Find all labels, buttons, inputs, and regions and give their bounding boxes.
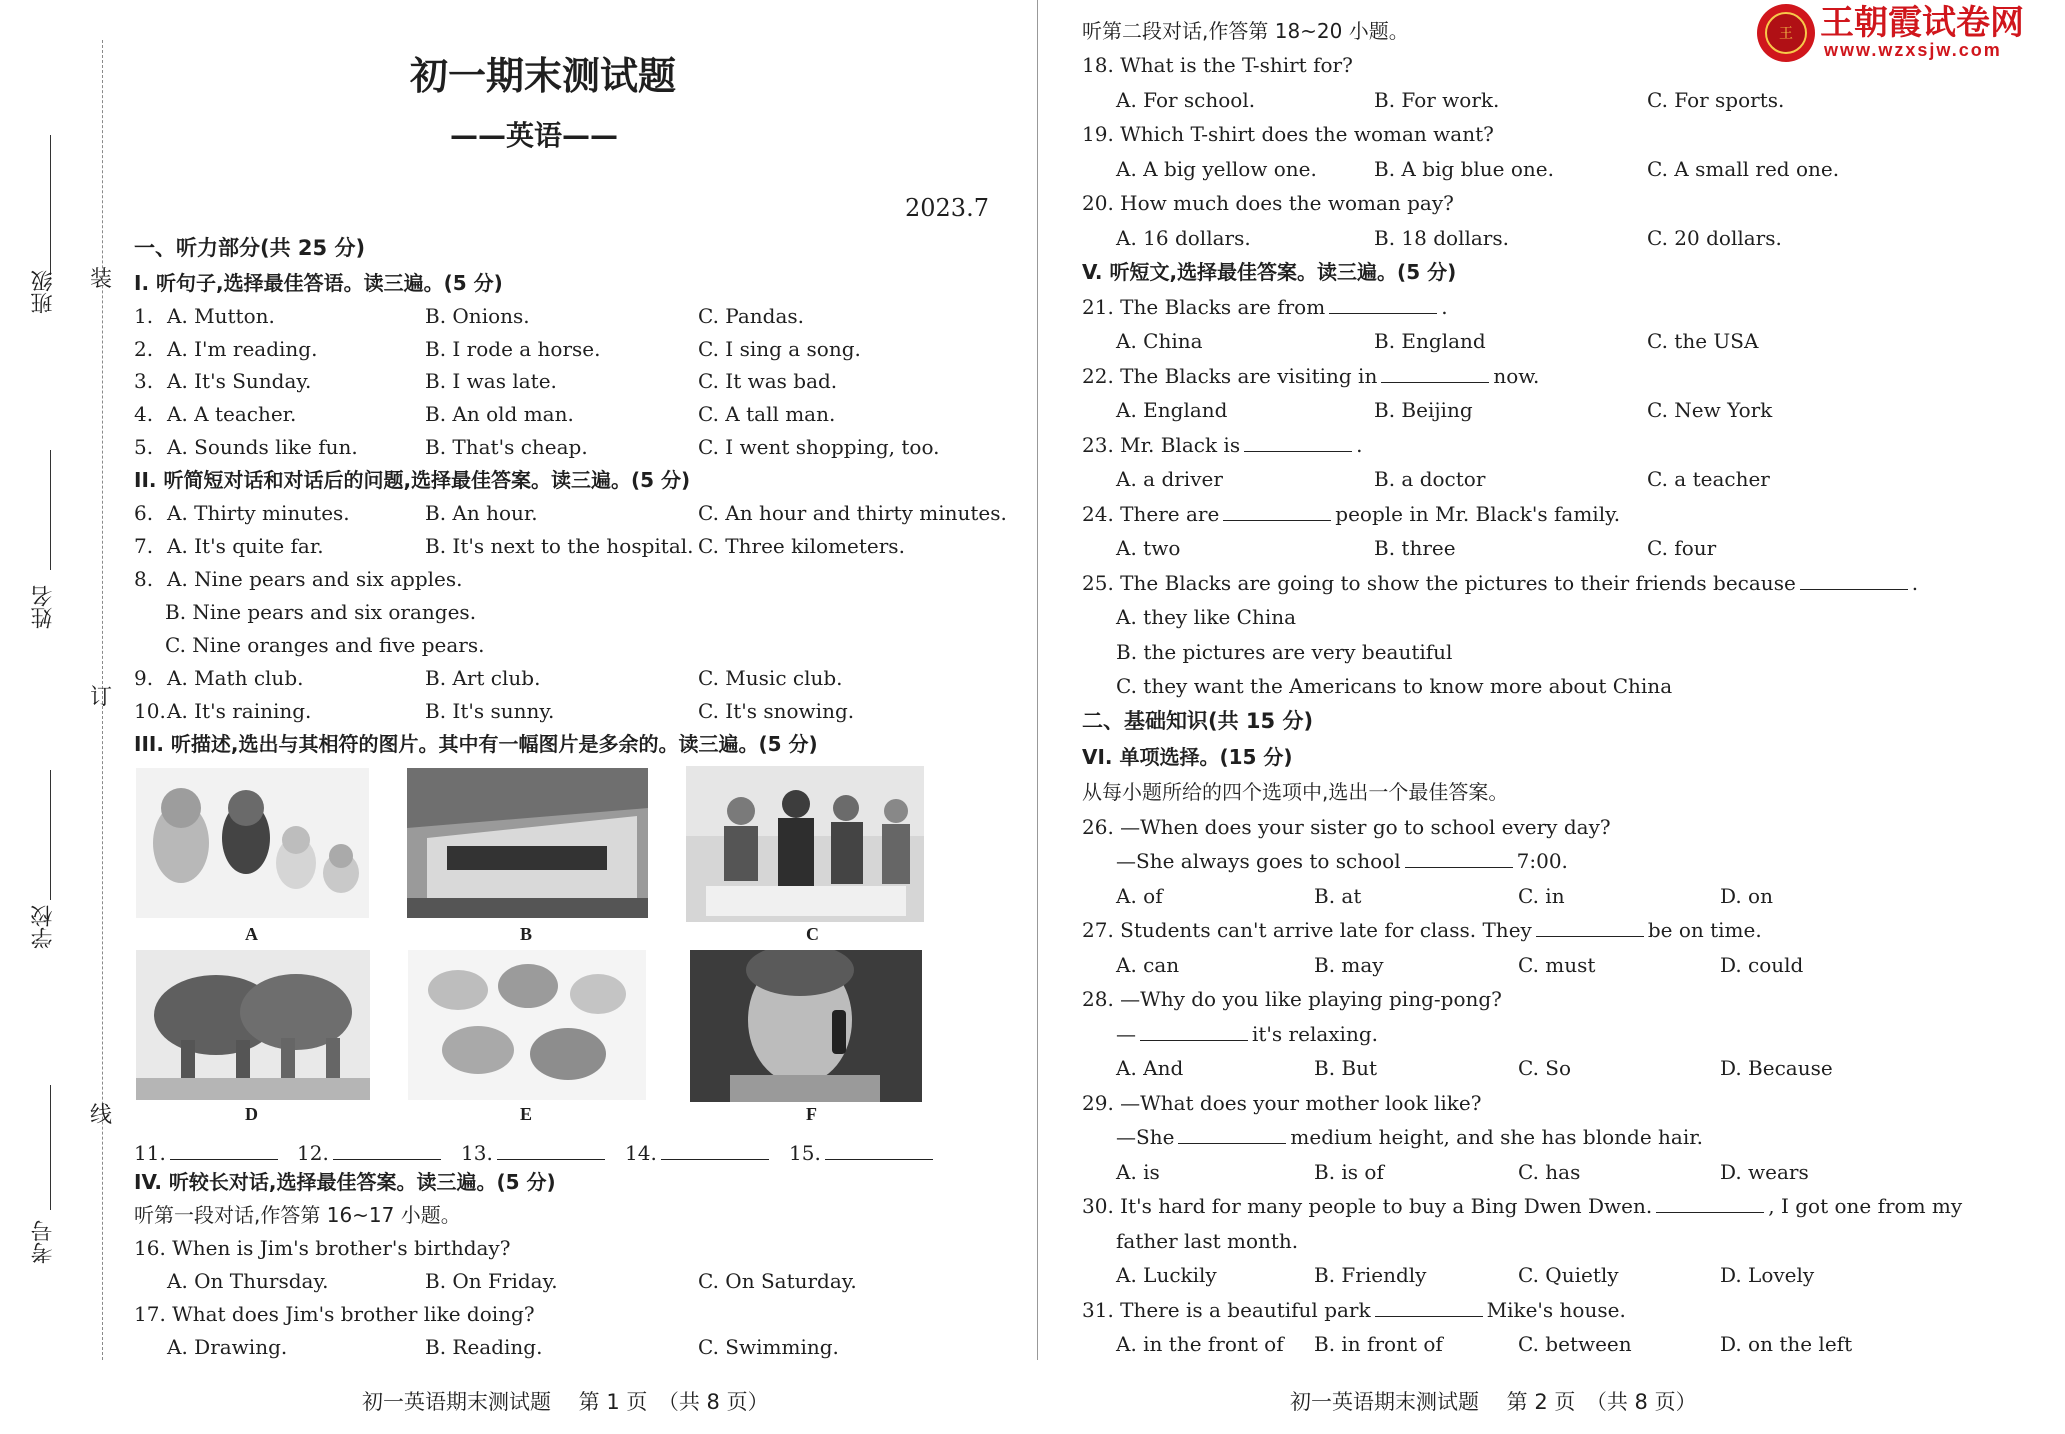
q9-option-a: A. Math club. (167, 666, 304, 690)
q16-option-a: A. On Thursday. (167, 1269, 329, 1293)
answer-11-blank[interactable] (170, 1141, 278, 1160)
class-label: 班级 (31, 270, 56, 314)
q31-option-d: D. on the left (1720, 1332, 1853, 1356)
people-illustration-icon (686, 766, 924, 922)
q4-number: 4. (134, 402, 154, 426)
q27-text: 27. Students can't arrive late for class. They (1082, 918, 1532, 942)
q10-option-c: C. It's snowing. (698, 699, 855, 723)
q25-blank[interactable] (1800, 571, 1908, 590)
q26-option-c: C. in (1518, 884, 1565, 908)
q28-option-d: D. Because (1720, 1056, 1833, 1080)
q10-option-b: B. It's sunny. (425, 699, 555, 723)
picture-f-boy-phone (690, 950, 922, 1102)
q28-response (1116, 1021, 1378, 1047)
q18-option-a: A. For school. (1116, 88, 1256, 112)
q23-question (1082, 432, 1362, 458)
part-VI-instruction: 从每小题所给的四个选项中,选出一个最佳答案。 (1082, 780, 1509, 804)
binding-mark-ding: 订 (90, 685, 113, 710)
part-I-heading: I. 听句子,选择最佳答语。读三遍。(5 分) (134, 271, 503, 295)
page-separator (1037, 0, 1038, 1360)
q30-option-d: D. Lovely (1720, 1263, 1815, 1287)
q17-option-c: C. Swimming. (698, 1335, 839, 1359)
q24-option-a: A. two (1116, 536, 1181, 560)
q24-text: 24. There are (1082, 502, 1220, 526)
student-name-line (50, 450, 51, 570)
q5-number: 5. (134, 435, 154, 459)
q1-option-a: A. Mutton. (167, 304, 275, 328)
q26-response (1116, 848, 1568, 874)
q2-number: 2. (134, 337, 154, 361)
elephant-illustration-icon (136, 950, 370, 1100)
q29-response (1116, 1124, 1703, 1150)
answer-13[interactable] (461, 1140, 609, 1166)
q2-option-c: C. I sing a song. (698, 337, 861, 361)
answer-15-blank[interactable] (825, 1141, 933, 1160)
section-basic-knowledge: 二、基础知识(共 15 分) (1082, 709, 1314, 733)
q30-text: 30. It's hard for many people to buy a Bing Dwen Dwen. (1082, 1194, 1653, 1218)
q5-option-c: C. I went shopping, too. (698, 435, 940, 459)
section-listening: 一、听力部分(共 25 分) (134, 236, 366, 260)
answer-11-label: 11. (134, 1141, 166, 1165)
q22-question (1082, 363, 1539, 389)
q25-text: 25. The Blacks are going to show the pictures to their friends because (1082, 571, 1796, 595)
part-VI-heading: VI. 单项选择。(15 分) (1082, 745, 1293, 769)
part-IV-heading: IV. 听较长对话,选择最佳答案。读三遍。(5 分) (134, 1170, 556, 1194)
q19-option-a: A. A big yellow one. (1116, 157, 1317, 181)
site-logo-url: www.wzxsjw.com (1824, 40, 2002, 60)
train-illustration-icon (407, 768, 648, 918)
q1-option-b: B. Onions. (425, 304, 530, 328)
q30-blank[interactable] (1656, 1194, 1764, 1213)
q29-end: medium height, and she has blonde hair. (1290, 1125, 1703, 1149)
picture-b-caption: B (520, 924, 533, 944)
q5-option-a: A. Sounds like fun. (167, 435, 358, 459)
q19-option-c: C. A small red one. (1647, 157, 1840, 181)
q30-option-b: B. Friendly (1314, 1263, 1427, 1287)
q20-question: 20. How much does the woman pay? (1082, 191, 1454, 215)
answer-13-label: 13. (461, 1141, 493, 1165)
exam-number-label: 考号 (31, 1220, 56, 1264)
q29-option-c: C. has (1518, 1160, 1581, 1184)
q17-option-b: B. Reading. (425, 1335, 543, 1359)
q23-text: 23. Mr. Black is (1082, 433, 1241, 457)
q22-option-c: C. New York (1647, 398, 1773, 422)
q21-end: . (1441, 295, 1448, 319)
boy-phone-illustration-icon (690, 950, 922, 1102)
q29-option-b: B. is of (1314, 1160, 1384, 1184)
q23-option-b: B. a doctor (1374, 467, 1486, 491)
q8-option-a: A. Nine pears and six apples. (167, 567, 463, 591)
q28-option-a: A. And (1116, 1056, 1184, 1080)
q9-option-c: C. Music club. (698, 666, 843, 690)
q31-option-c: C. between (1518, 1332, 1632, 1356)
q24-end: people in Mr. Black's family. (1335, 502, 1621, 526)
picture-d-caption: D (245, 1104, 258, 1124)
picture-c-caption: C (806, 924, 819, 944)
answer-15[interactable] (789, 1140, 937, 1166)
q26-blank[interactable] (1405, 849, 1513, 868)
q24-question (1082, 501, 1620, 527)
answer-11[interactable] (134, 1140, 282, 1166)
picture-e-food (408, 950, 646, 1100)
q28-question: 28. —Why do you like playing ping-pong? (1082, 987, 1502, 1011)
q25-option-c: C. they want the Americans to know more about China (1116, 674, 1673, 698)
q4-option-c: C. A tall man. (698, 402, 836, 426)
q4-option-b: B. An old man. (425, 402, 574, 426)
q22-option-a: A. England (1116, 398, 1228, 422)
q31-text: 31. There is a beautiful park (1082, 1298, 1371, 1322)
q17-option-a: A. Drawing. (167, 1335, 288, 1359)
answer-12-label: 12. (297, 1141, 329, 1165)
q26-option-d: D. on (1720, 884, 1773, 908)
q27-option-c: C. must (1518, 953, 1596, 977)
q6-number: 6. (134, 501, 154, 525)
answer-14-label: 14. (625, 1141, 657, 1165)
site-logo-icon: 王 (1757, 4, 1815, 62)
class-name-line (50, 135, 51, 275)
picture-b-train (407, 768, 648, 918)
q25-end: . (1911, 571, 1919, 595)
q30-end: , I got one from my (1768, 1194, 1963, 1218)
q6-option-a: A. Thirty minutes. (167, 501, 350, 525)
q25-option-b: B. the pictures are very beautiful (1116, 640, 1453, 664)
q27-option-b: B. may (1314, 953, 1384, 977)
exam-title: 初一期末测试题 (410, 54, 677, 98)
q28-option-b: B. But (1314, 1056, 1378, 1080)
q5-option-b: B. That's cheap. (425, 435, 588, 459)
part-II-heading: II. 听简短对话和对话后的问题,选择最佳答案。读三遍。(5 分) (134, 468, 691, 492)
q24-blank[interactable] (1223, 502, 1331, 521)
picture-a-caption: A (245, 924, 258, 944)
q31-question (1082, 1297, 1626, 1323)
site-logo-text: 王朝霞试卷网 (1820, 3, 2024, 43)
q20-option-a: A. 16 dollars. (1116, 226, 1251, 250)
page-2-footer: 初一英语期末测试题 第 2 页 （共 8 页） (1290, 1390, 1697, 1414)
q27-option-d: D. could (1720, 953, 1804, 977)
dialog-2-instruction: 听第二段对话,作答第 18~20 小题。 (1082, 19, 1409, 43)
q21-blank[interactable] (1329, 295, 1437, 314)
q29-blank[interactable] (1178, 1125, 1286, 1144)
q29-question: 29. —What does your mother look like? (1082, 1091, 1482, 1115)
school-line (50, 770, 51, 900)
q22-end: now. (1493, 364, 1540, 388)
q27-end: be on time. (1647, 918, 1762, 942)
q18-option-c: C. For sports. (1647, 88, 1785, 112)
q18-question: 18. What is the T-shirt for? (1082, 53, 1353, 77)
q21-option-c: C. the USA (1647, 329, 1759, 353)
q23-option-c: C. a teacher (1647, 467, 1770, 491)
q26-end: 7:00. (1516, 849, 1568, 873)
q24-option-c: C. four (1647, 536, 1717, 560)
answer-15-label: 15. (789, 1141, 821, 1165)
part-V-heading: V. 听短文,选择最佳答案。读三遍。(5 分) (1082, 260, 1457, 284)
q27-question (1082, 917, 1762, 943)
dialog-1-instruction: 听第一段对话,作答第 16~17 小题。 (134, 1203, 461, 1227)
q2-option-a: A. I'm reading. (167, 337, 318, 361)
page-1-footer: 初一英语期末测试题 第 1 页 （共 8 页） (362, 1390, 769, 1414)
q21-text: 21. The Blacks are from (1082, 295, 1326, 319)
q6-option-b: B. An hour. (425, 501, 538, 525)
q28-blank[interactable] (1140, 1022, 1248, 1041)
q16-option-c: C. On Saturday. (698, 1269, 857, 1293)
picture-e-caption: E (520, 1104, 533, 1124)
answer-12-blank[interactable] (333, 1141, 441, 1160)
q27-option-a: A. can (1116, 953, 1180, 977)
q26-text: —She always goes to school (1116, 849, 1401, 873)
q4-option-a: A. A teacher. (167, 402, 297, 426)
answer-12[interactable] (297, 1140, 445, 1166)
q10-number: 10. (134, 699, 166, 723)
q26-option-a: A. of (1116, 884, 1163, 908)
q27-blank[interactable] (1536, 918, 1644, 937)
q24-option-b: B. three (1374, 536, 1456, 560)
q3-number: 3. (134, 369, 154, 393)
exam-date: 2023.7 (905, 194, 989, 222)
q28-end: it's relaxing. (1252, 1022, 1378, 1046)
q19-option-b: B. A big blue one. (1374, 157, 1554, 181)
q2-option-b: B. I rode a horse. (425, 337, 601, 361)
q20-option-c: C. 20 dollars. (1647, 226, 1782, 250)
q19-question: 19. Which T-shirt does the woman want? (1082, 122, 1494, 146)
q20-option-b: B. 18 dollars. (1374, 226, 1509, 250)
q21-question (1082, 294, 1448, 320)
school-label: 学校 (31, 905, 56, 949)
student-name-label: 姓名 (31, 585, 56, 629)
pets-illustration-icon (136, 768, 369, 918)
q6-option-c: C. An hour and thirty minutes. (698, 501, 1007, 525)
q23-option-a: A. a driver (1116, 467, 1223, 491)
q31-blank[interactable] (1375, 1298, 1483, 1317)
q7-option-c: C. Three kilometers. (698, 534, 905, 558)
q29-text: —She (1116, 1125, 1175, 1149)
q22-text: 22. The Blacks are visiting in (1082, 364, 1378, 388)
q30-option-a: A. Luckily (1116, 1263, 1217, 1287)
q31-option-a: A. in the front of (1116, 1332, 1284, 1356)
q16-question: 16. When is Jim's brother's birthday? (134, 1236, 511, 1260)
picture-f-caption: F (806, 1104, 817, 1124)
q30-question-continued: father last month. (1116, 1229, 1299, 1253)
exam-subject: ——英语—— (450, 119, 619, 152)
q28-option-c: C. So (1518, 1056, 1572, 1080)
binding-mark-xian: 线 (90, 1103, 113, 1128)
q8-number: 8. (134, 567, 154, 591)
q10-option-a: A. It's raining. (167, 699, 312, 723)
q3-option-c: C. It was bad. (698, 369, 838, 393)
picture-d-elephants (136, 950, 370, 1100)
q23-end: . (1356, 433, 1363, 457)
q23-blank[interactable] (1244, 433, 1352, 452)
exam-number-line (50, 1085, 51, 1210)
picture-a-pets (136, 768, 369, 918)
answer-14[interactable] (625, 1140, 773, 1166)
q22-option-b: B. Beijing (1374, 398, 1473, 422)
q8-option-b: B. Nine pears and six oranges. (165, 600, 477, 624)
q28-dash: — (1116, 1022, 1136, 1046)
q21-option-b: B. England (1374, 329, 1486, 353)
answer-13-blank[interactable] (497, 1141, 605, 1160)
q3-option-a: A. It's Sunday. (167, 369, 312, 393)
q8-option-c: C. Nine oranges and five pears. (165, 633, 485, 657)
q1-option-c: C. Pandas. (698, 304, 805, 328)
q31-end: Mike's house. (1486, 1298, 1626, 1322)
picture-c-people (686, 766, 924, 922)
q9-option-b: B. Art club. (425, 666, 541, 690)
q30-question (1082, 1193, 1962, 1219)
q21-option-a: A. China (1116, 329, 1203, 353)
q31-option-b: B. in front of (1314, 1332, 1443, 1356)
part-III-heading: III. 听描述,选出与其相符的图片。其中有一幅图片是多余的。读三遍。(5 分) (134, 732, 818, 756)
q26-question: 26. —When does your sister go to school every day? (1082, 815, 1611, 839)
q26-option-b: B. at (1314, 884, 1362, 908)
q16-option-b: B. On Friday. (425, 1269, 558, 1293)
food-illustration-icon (408, 950, 646, 1100)
q1-number: 1. (134, 304, 154, 328)
q7-option-b: B. It's next to the hospital. (425, 534, 694, 558)
q18-option-b: B. For work. (1374, 88, 1500, 112)
q29-option-a: A. is (1116, 1160, 1160, 1184)
q25-option-a: A. they like China (1116, 605, 1297, 629)
q25-question (1082, 570, 1918, 596)
binding-mark-zhuang: 装 (90, 267, 113, 292)
q7-number: 7. (134, 534, 154, 558)
q9-number: 9. (134, 666, 154, 690)
q29-option-d: D. wears (1720, 1160, 1809, 1184)
q3-option-b: B. I was late. (425, 369, 557, 393)
q7-option-a: A. It's quite far. (167, 534, 324, 558)
answer-14-blank[interactable] (661, 1141, 769, 1160)
q22-blank[interactable] (1381, 364, 1489, 383)
q30-option-c: C. Quietly (1518, 1263, 1619, 1287)
q17-question: 17. What does Jim's brother like doing? (134, 1302, 535, 1326)
